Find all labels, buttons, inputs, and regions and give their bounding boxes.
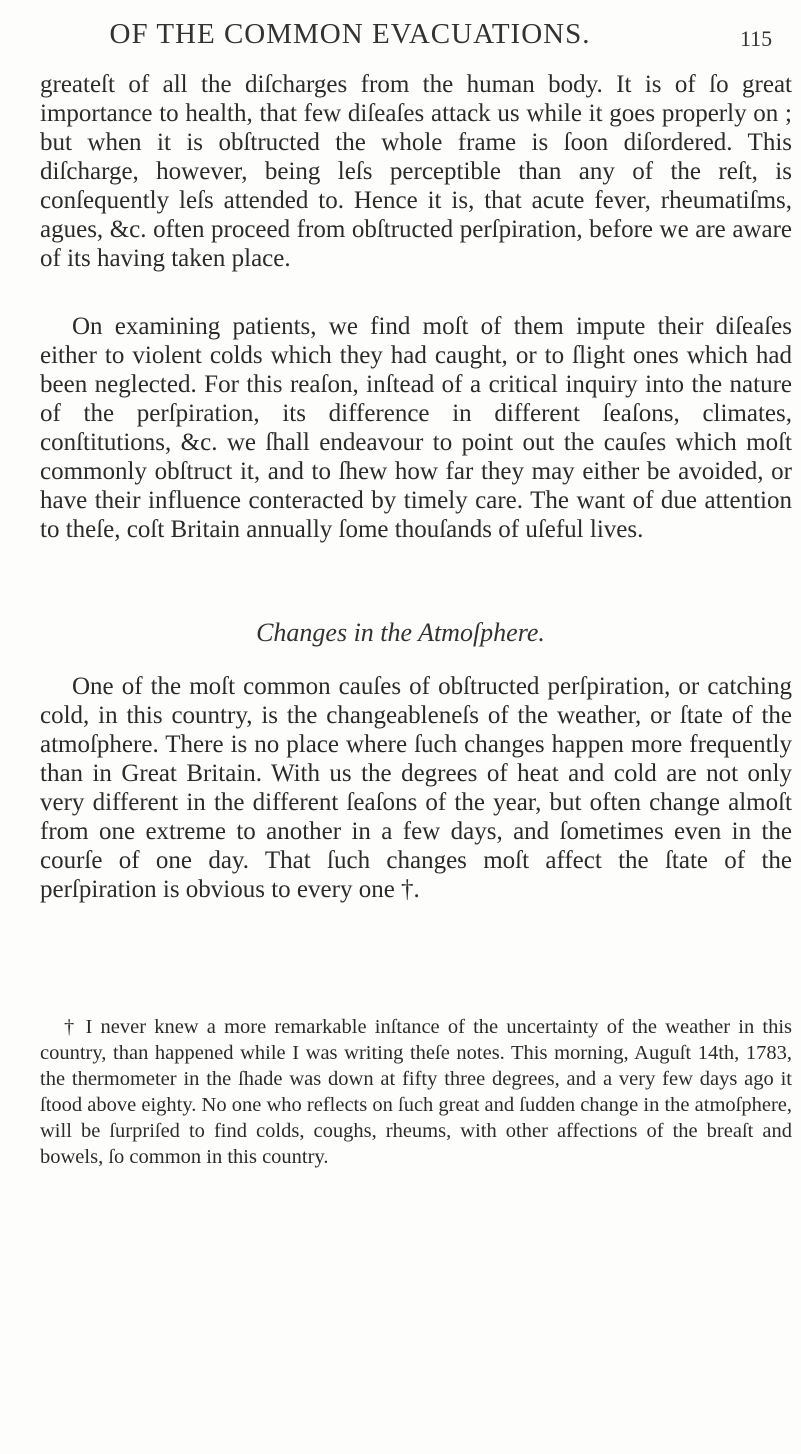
footnote xyxy=(40,1014,792,1170)
paragraph-examining-patients xyxy=(40,312,792,544)
running-title: OF THE COMMON EVACUATIONS. xyxy=(109,18,591,50)
paragraph-atmosphere-changes xyxy=(40,672,792,904)
page-number: 115 xyxy=(740,26,773,51)
section-heading: Changes in the Atmoſphere. xyxy=(256,618,545,647)
paragraph-perspiration-importance xyxy=(40,70,792,273)
paragraph-text: One of the moſt common cauſes of obſtructed perſpiration, or catching cold, in this country, is the changeableneſs of the weather, or ſtate of the atmoſphere. There is no place where ſuch changes happen more frequently than in Great Britain. With us the degrees of heat and cold are not only very different in the different ſeaſons of the year, but often change almoſt from one extreme to another in a few days, and ſometimes even in the courſe of one day. That ſuch changes moſt affect the ſtate of the perſpiration is obvious to every one †. xyxy=(40,673,792,903)
paragraph-text: On examining patients, we find moſt of them impute their diſeaſes either to violent colds which they had caught, or to ſlight ones which had been neglected. For this reaſon, inſtead of a critical inquiry into the nature of the perſpiration, its difference in different ſeaſons, climates, conſtitutions, &c. we ſhall endeavour to point out the cauſes which moſt commonly obſtruct it, and to ſhew how far they may either be avoided, or have their influence conteracted by timely care. The want of due attention to theſe, coſt Britain annually ſome thouſands of uſeful lives. xyxy=(40,313,792,543)
paragraph-text: greateſt of all the diſcharges from the human body. It is of ſo great importance to health, that few diſeaſes attack us while it goes properly on ; but when it is obſtructed the whole frame is ſoon diſordered. This diſcharge, however, being leſs perceptible than any of the reſt, is conſequently leſs attended to. Hence it is, that acute fever, rheumatiſms, agues, &c. often proceed from obſtructed perſpiration, before we are aware of its having taken place. xyxy=(40,71,792,272)
footnote-text: † I never knew a more remarkable inſtance of the uncertainty of the weather in this country, than happened while I was writing theſe notes. This morning, Auguſt 14th, 1783, the thermometer in the ſhade was down at fifty three degrees, and a very few days ago it ſtood above eighty. No one who reflects on ſuch great and ſudden change in the atmoſphere, will be ſurpriſed to find colds, coughs, rheums, with other affections of the breaſt and bowels, ſo common in this country. xyxy=(40,1016,792,1168)
